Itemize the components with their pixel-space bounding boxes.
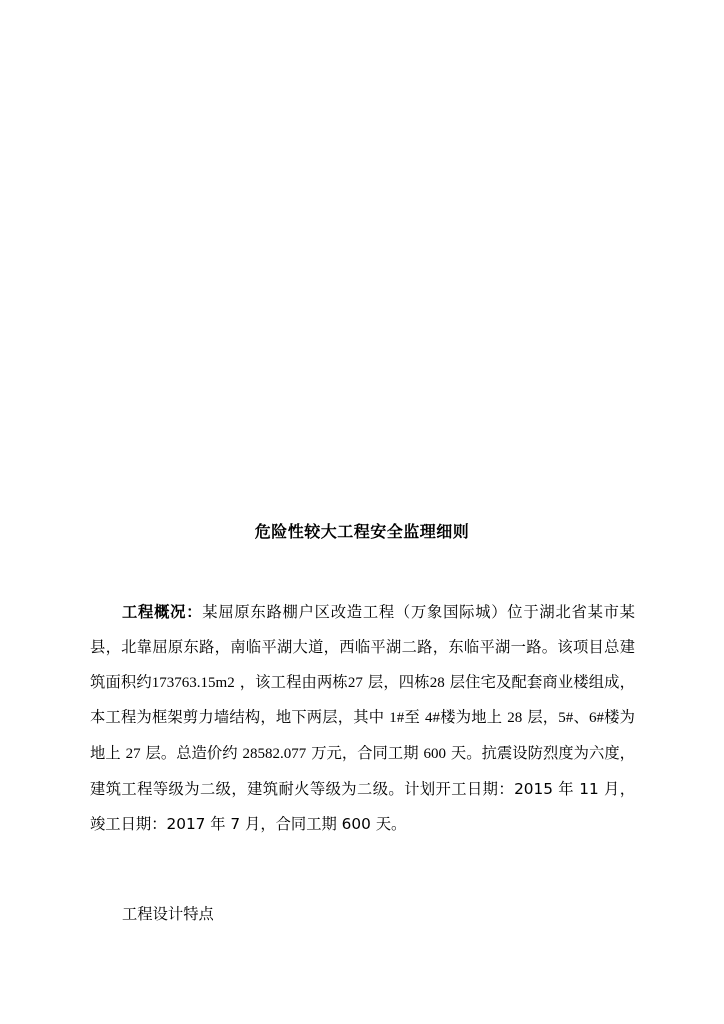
total-area: 173763.15m2 <box>151 674 235 691</box>
overview-label: 工程概况： <box>122 603 203 621</box>
overview-text-1: 某屈原东路棚户区改造工程（万象国际城）位于湖北省某市某县，北靠屈原东路，南临平湖大道，西临平湖二路，东临平湖一路。该项目总建筑面积约 <box>90 603 635 691</box>
project-overview-paragraph <box>90 595 635 842</box>
building-no-a: 1# <box>389 710 405 727</box>
floors-value-c: 28 <box>507 710 523 727</box>
building-no-d: 6# <box>588 710 604 727</box>
overview-text-6: 楼为地上 <box>440 708 503 727</box>
overview-text-12: 天。抗震设防烈度为六度，建筑工程等级为二级，建筑耐火等级为二级。计划开工日期：2015 年 11 月，竣工日期：2017 年 7 月，合同工期 600 天。 <box>90 744 635 833</box>
overview-text-7: 层， <box>527 708 559 727</box>
building-no-b: 4# <box>425 710 441 727</box>
contract-days: 600 <box>423 746 446 763</box>
total-cost: 28582.077 <box>242 746 307 763</box>
overview-text-8: 、 <box>573 708 589 727</box>
overview-text-5: 至 <box>404 708 420 727</box>
overview-text-11: 万元，合同工期 <box>311 744 419 763</box>
document-title: 危险性较大工程安全监理细则 <box>254 522 470 541</box>
overview-text-2: ，该工程由两栋 <box>239 672 348 691</box>
floors-value-d: 27 <box>125 746 141 763</box>
overview-text-4: 层住宅及配套商业楼组成，本工程为框架剪力墙结构，地下两层，其中 <box>90 672 635 727</box>
floors-value-a: 27 <box>347 674 363 691</box>
floors-value-b: 28 <box>429 674 445 691</box>
design-features-heading: 工程设计特点 <box>122 905 214 923</box>
overview-text-9: 楼为地上 <box>90 708 635 763</box>
overview-text-3: 层，四栋 <box>367 672 430 691</box>
overview-text-10: 层。总造价约 <box>145 744 238 763</box>
building-no-c: 5# <box>558 710 574 727</box>
